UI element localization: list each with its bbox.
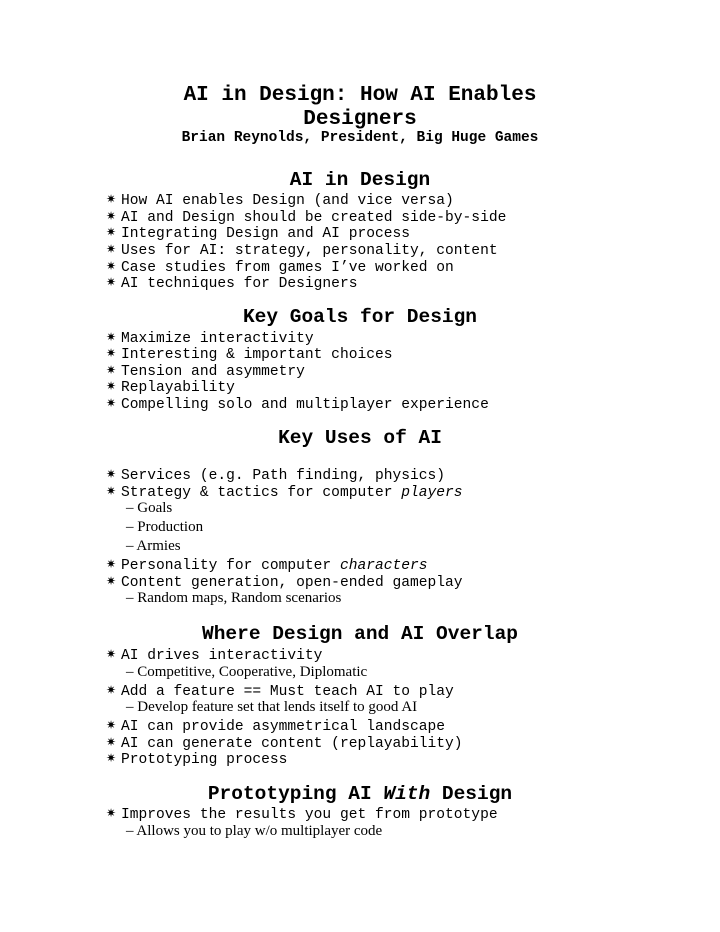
- bullet-item: ✷ Replayability: [106, 379, 235, 396]
- bullet-item: ✷ Add a feature == Must teach AI to play: [106, 683, 454, 700]
- bullet-star-icon: ✷: [106, 225, 117, 239]
- bullet-item: ✷ AI can provide asymmetrical landscape: [106, 718, 446, 735]
- bullet-item: ✷ Compelling solo and multiplayer experience: [106, 396, 489, 413]
- section-heading-ai-in-design: AI in Design: [289, 169, 431, 191]
- bullet-item: ✷ Services (e.g. Path finding, physics): [106, 467, 446, 484]
- bullet-item: ✷ Prototyping process: [106, 751, 288, 768]
- title-line-1: AI in Design: How AI Enables: [183, 84, 537, 107]
- bullet-item: ✷ Personality for computer characters: [106, 557, 428, 574]
- bullet-item: ✷ Uses for AI: strategy, personality, content: [106, 242, 498, 259]
- author-byline: Brian Reynolds, President, Big Huge Games: [181, 130, 539, 146]
- sub-item: – Armies: [126, 538, 181, 554]
- bullet-star-icon: ✷: [106, 557, 117, 571]
- bullet-item: ✷ Integrating Design and AI process: [106, 225, 411, 242]
- bullet-star-icon: ✷: [106, 647, 117, 661]
- bullet-star-icon: ✷: [106, 718, 117, 732]
- sub-item: – Goals: [126, 500, 173, 516]
- bullet-item: ✷ AI and Design should be created side-by-side: [106, 209, 507, 226]
- bullet-star-icon: ✷: [106, 275, 117, 289]
- bullet-star-icon: ✷: [106, 683, 117, 697]
- bullet-item: ✷ Strategy & tactics for computer players: [106, 484, 463, 501]
- sub-item: – Develop feature set that lends itself to good AI: [126, 699, 418, 715]
- bullet-item: ✷ Tension and asymmetry: [106, 363, 305, 380]
- bullet-star-icon: ✷: [106, 484, 117, 498]
- sub-item: – Random maps, Random scenarios: [126, 590, 342, 606]
- title-line-2: Designers: [303, 108, 417, 131]
- bullet-item: ✷ AI drives interactivity: [106, 647, 323, 664]
- bullet-item: ✷ Case studies from games I’ve worked on: [106, 259, 454, 276]
- bullet-star-icon: ✷: [106, 259, 117, 273]
- bullet-item: ✷ Improves the results you get from prototype: [106, 806, 498, 823]
- sub-item: – Allows you to play w/o multiplayer code: [126, 823, 383, 839]
- bullet-star-icon: ✷: [106, 735, 117, 749]
- document-title: [0, 84, 720, 132]
- bullet-item: ✷ AI can generate content (replayability): [106, 735, 463, 752]
- bullet-item: ✷ Content generation, open-ended gameplay: [106, 574, 463, 591]
- bullet-item: ✷ AI techniques for Designers: [106, 275, 358, 292]
- bullet-star-icon: ✷: [106, 330, 117, 344]
- section-heading-key-goals: Key Goals for Design: [242, 306, 478, 328]
- bullet-item: ✷ How AI enables Design (and vice versa): [106, 192, 454, 209]
- sub-item: – Competitive, Cooperative, Diplomatic: [126, 664, 368, 680]
- sub-item: – Production: [126, 519, 204, 535]
- section-heading-design-ai-overlap: Where Design and AI Overlap: [202, 623, 518, 645]
- section-heading-key-uses: Key Uses of AI: [278, 427, 442, 449]
- bullet-item: ✷ Interesting & important choices: [106, 346, 393, 363]
- bullet-star-icon: ✷: [106, 396, 117, 410]
- bullet-item: ✷ Maximize interactivity: [106, 330, 314, 347]
- bullet-star-icon: ✷: [106, 209, 117, 223]
- bullet-star-icon: ✷: [106, 242, 117, 256]
- bullet-star-icon: ✷: [106, 379, 117, 393]
- bullet-star-icon: ✷: [106, 574, 117, 588]
- bullet-star-icon: ✷: [106, 363, 117, 377]
- bullet-star-icon: ✷: [106, 751, 117, 765]
- bullet-star-icon: ✷: [106, 806, 117, 820]
- bullet-star-icon: ✷: [106, 192, 117, 206]
- bullet-star-icon: ✷: [106, 346, 117, 360]
- bullet-star-icon: ✷: [106, 467, 117, 481]
- section-heading-prototyping: Prototyping AI With Design: [207, 783, 513, 805]
